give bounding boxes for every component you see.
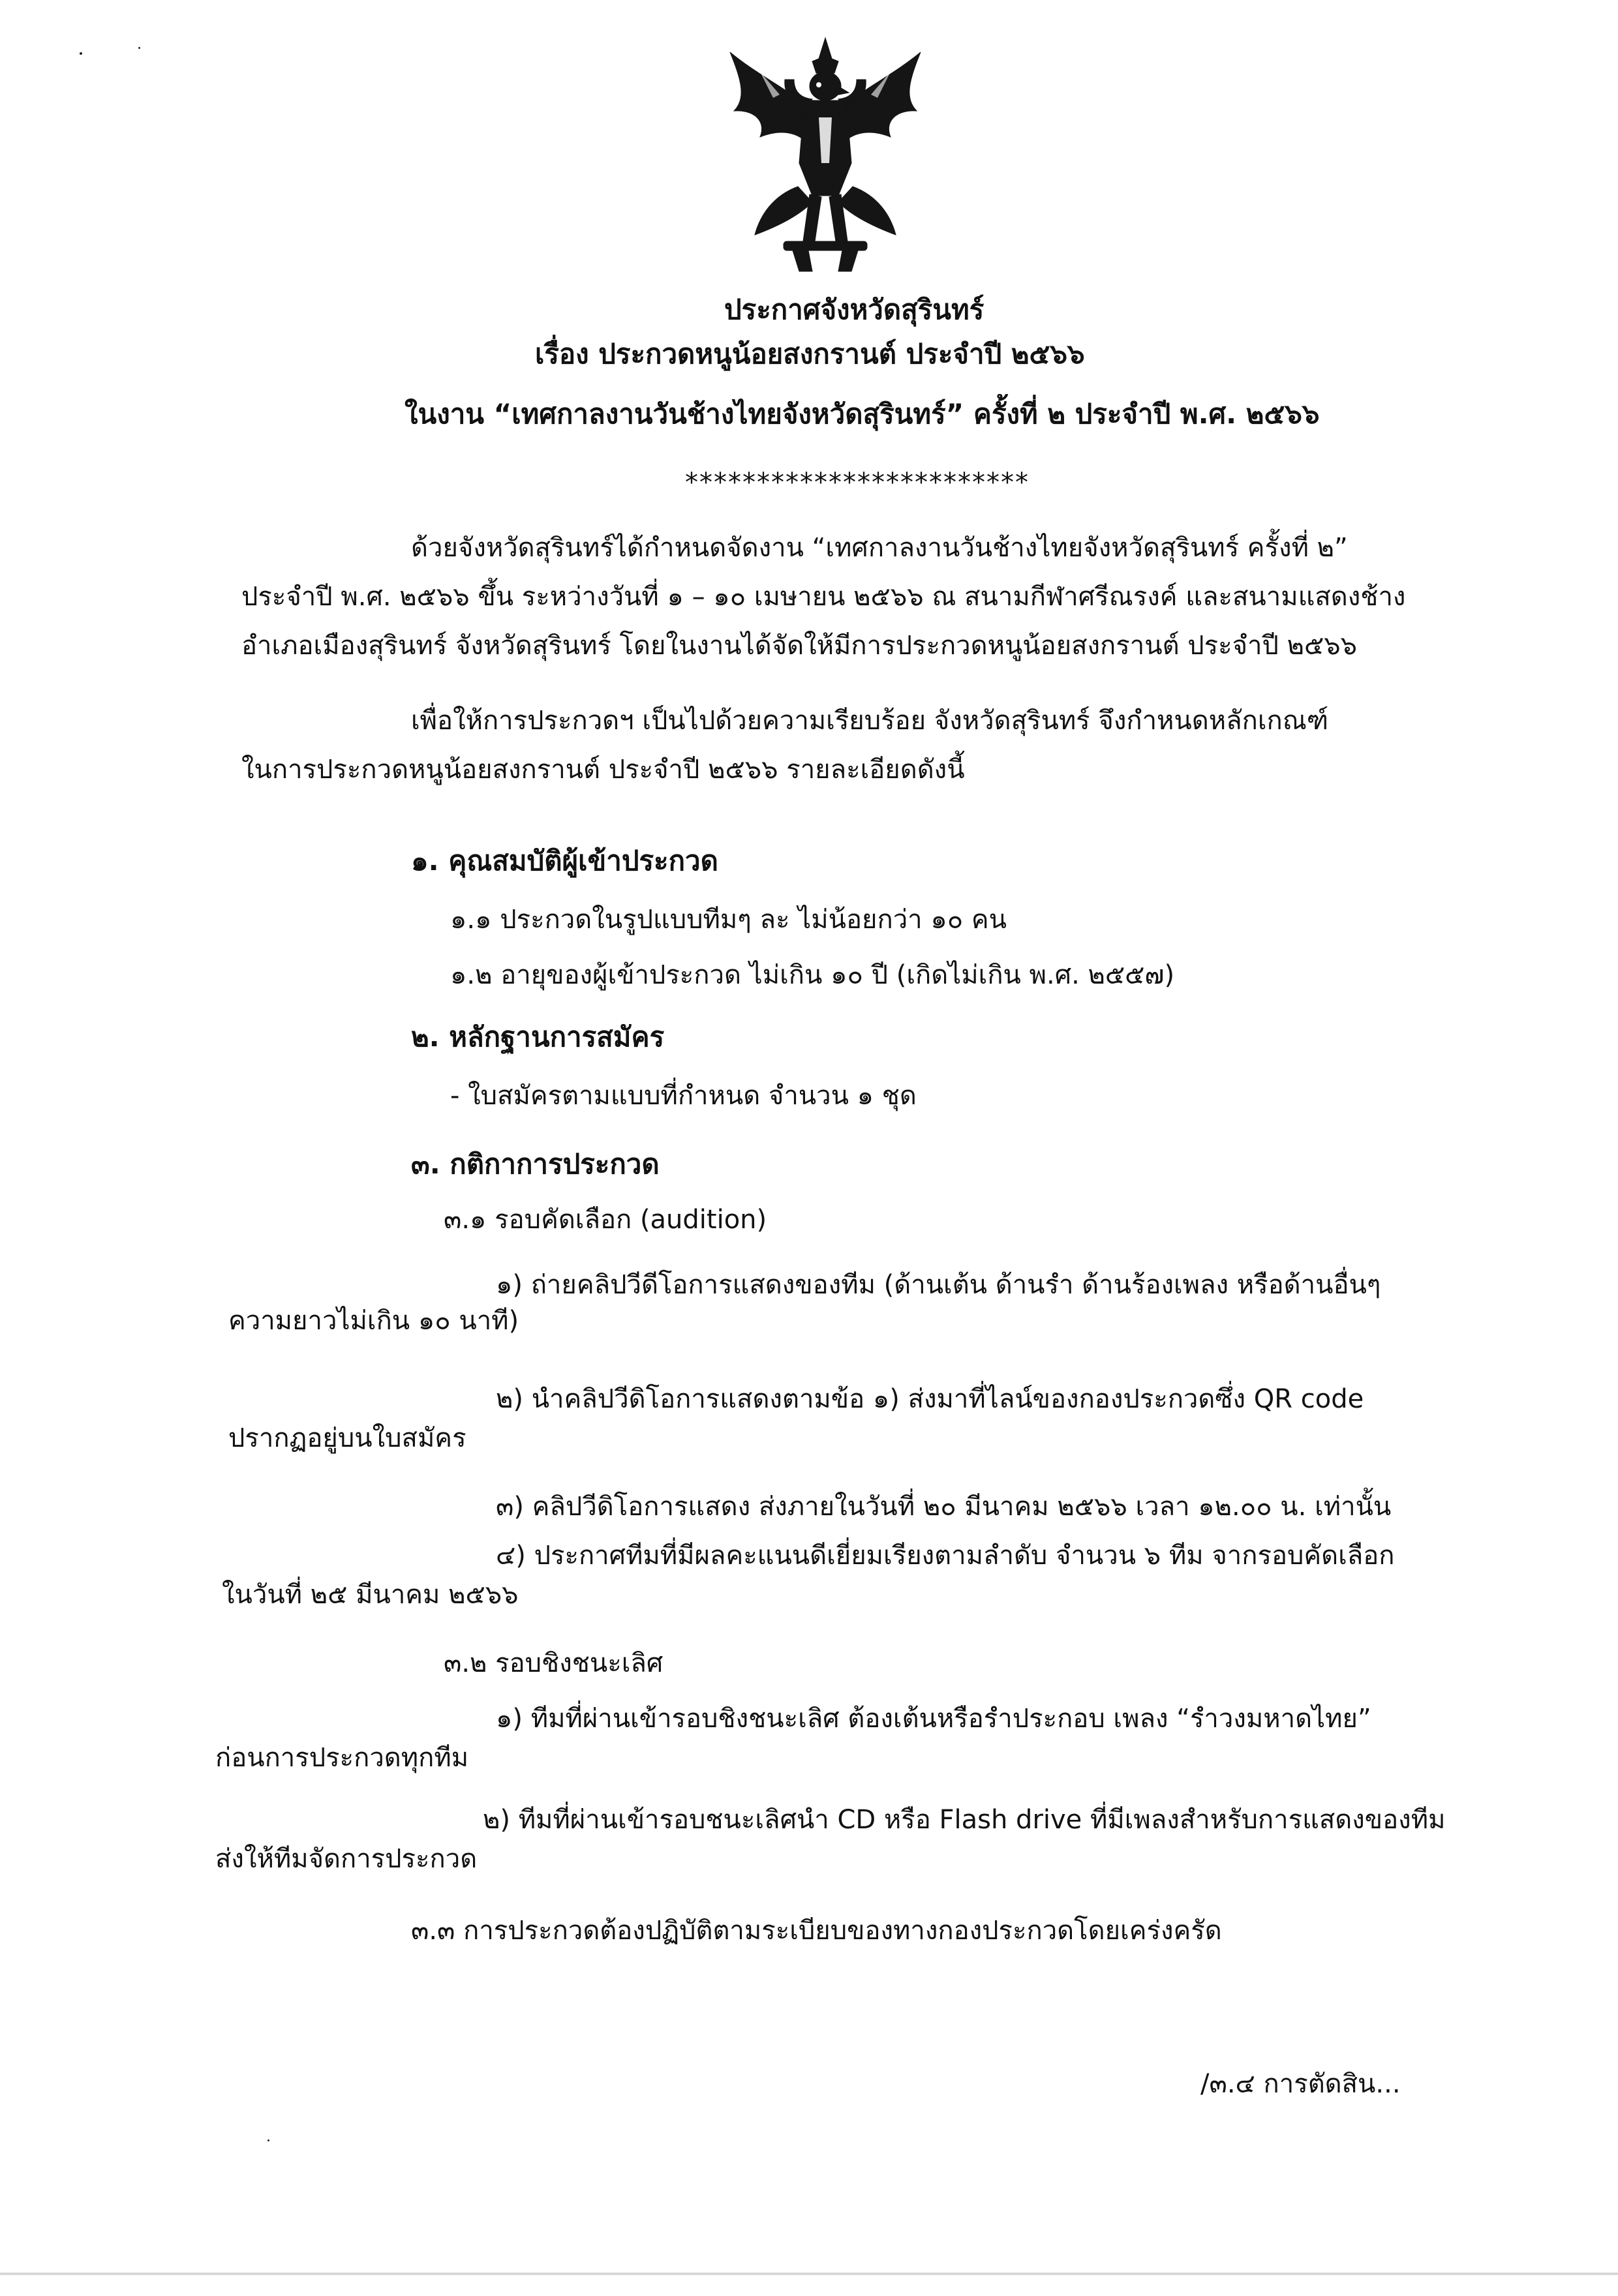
section-3-2-item-1b: ก่อนการประกวดทุกทีม <box>215 1743 469 1773</box>
section-1-item-1: ๑.๑ ประกวดในรูปแบบทีมๆ ละ ไม่น้อยกว่า ๑๐ คน <box>450 905 1007 935</box>
intro-p1-line2: ประจำปี พ.ศ. ๒๕๖๖ ขึ้น ระหว่างวันที่ ๑ – ๑๐ เมษายน ๒๕๖๖ ณ สนามกีฬาศรีณรงค์ และสนามแสดงช้าง <box>241 582 1406 612</box>
header-separator: ************************ <box>685 468 1030 498</box>
section-3-1-item-3: ๓) คลิปวีดิโอการแสดง ส่งภายในวันที่ ๒๐ มีนาคม ๒๕๖๖ เวลา ๑๒.๐๐ น. เท่านั้น <box>496 1492 1392 1522</box>
intro-p1-line1: ด้วยจังหวัดสุรินทร์ได้กำหนดจัดงาน “เทศกาลงานวันช้างไทยจังหวัดสุรินทร์ ครั้งที่ ๒” <box>411 533 1348 563</box>
garuda-emblem-icon <box>721 33 930 280</box>
header-line-3: ในงาน “เทศกาลงานวันช้างไทยจังหวัดสุรินทร์” ครั้งที่ ๒ ประจำปี พ.ศ. ๒๕๖๖ <box>404 398 1320 430</box>
section-3-1-item-1a: ๑) ถ่ายคลิปวีดีโอการแสดงของทีม (ด้านเต้น ด้านรำ ด้านร้องเพลง หรือด้านอื่นๆ <box>496 1270 1381 1300</box>
intro-p1-line3: อำเภอเมืองสุรินทร์ จังหวัดสุรินทร์ โดยในงานได้จัดให้มีการประกวดหนูน้อยสงกรานต์ ประจำปี ๒๕๖๖ <box>241 631 1358 661</box>
scan-dot <box>80 52 82 55</box>
section-1-heading: ๑. คุณสมบัติผู้เข้าประกวด <box>411 845 718 877</box>
section-3-1-item-4a: ๔) ประกาศทีมที่มีผลคะแนนดีเยี่ยมเรียงตามลำดับ จำนวน ๖ ทีม จากรอบคัดเลือก <box>496 1541 1395 1571</box>
scan-dot <box>267 2139 269 2141</box>
section-3-2-item-1a: ๑) ทีมที่ผ่านเข้ารอบชิงชนะเลิศ ต้องเต้นหรือรำประกอบ เพลง “รำวงมหาดไทย” <box>496 1704 1371 1734</box>
section-3-2-item-2a: ๒) ทีมที่ผ่านเข้ารอบชนะเลิศนำ CD หรือ Flash drive ที่มีเพลงสำหรับการแสดงของทีม <box>483 1805 1446 1835</box>
section-3-1-item-2a: ๒) นำคลิปวีดิโอการแสดงตามข้อ ๑) ส่งมาที่ไลน์ของกองประกวดซึ่ง QR code <box>496 1384 1364 1414</box>
intro-p2-line2: ในการประกวดหนูน้อยสงกรานต์ ประจำปี ๒๕๖๖ รายละเอียดดังนี้ <box>241 755 965 785</box>
section-2-heading: ๒. หลักฐานการสมัคร <box>411 1021 665 1053</box>
section-3-sub-1: ๓.๑ รอบคัดเลือก (audition) <box>444 1205 767 1235</box>
scan-dot <box>138 47 140 49</box>
continuation-marker: /๓.๔ การตัดสิน... <box>1200 2069 1401 2099</box>
section-3-sub-2: ๓.๒ รอบชิงชนะเลิศ <box>444 1648 664 1678</box>
section-3-2-item-2b: ส่งให้ทีมจัดการประกวด <box>215 1844 478 1874</box>
header-line-2: เรื่อง ประกวดหนูน้อยสงกรานต์ ประจำปี ๒๕๖๖ <box>535 338 1085 370</box>
section-3-1-item-4b: ในวันที่ ๒๕ มีนาคม ๒๕๖๖ <box>222 1580 519 1610</box>
section-2-item-1: - ใบสมัครตามแบบที่กำหนด จำนวน ๑ ชุด <box>450 1081 917 1111</box>
section-3-sub-3: ๓.๓ การประกวดต้องปฏิบัติตามระเบียบของทางกองประกวดโดยเคร่งครัด <box>411 1916 1222 1946</box>
header-line-1: ประกาศจังหวัดสุรินทร์ <box>724 294 985 325</box>
section-3-heading: ๓. กติกาการประกวด <box>411 1148 660 1180</box>
section-1-item-2: ๑.๒ อายุของผู้เข้าประกวด ไม่เกิน ๑๐ ปี (เกิดไม่เกิน พ.ศ. ๒๕๕๗) <box>450 960 1175 990</box>
scan-bottom-edge <box>0 2273 1618 2275</box>
section-3-1-item-2b: ปรากฏอยู่บนใบสมัคร <box>228 1423 466 1453</box>
intro-p2-line1: เพื่อให้การประกวดฯ เป็นไปด้วยความเรียบร้อย จังหวัดสุรินทร์ จึงกำหนดหลักเกณฑ์ <box>411 706 1329 736</box>
section-3-1-item-1b: ความยาวไม่เกิน ๑๐ นาที) <box>228 1306 519 1336</box>
